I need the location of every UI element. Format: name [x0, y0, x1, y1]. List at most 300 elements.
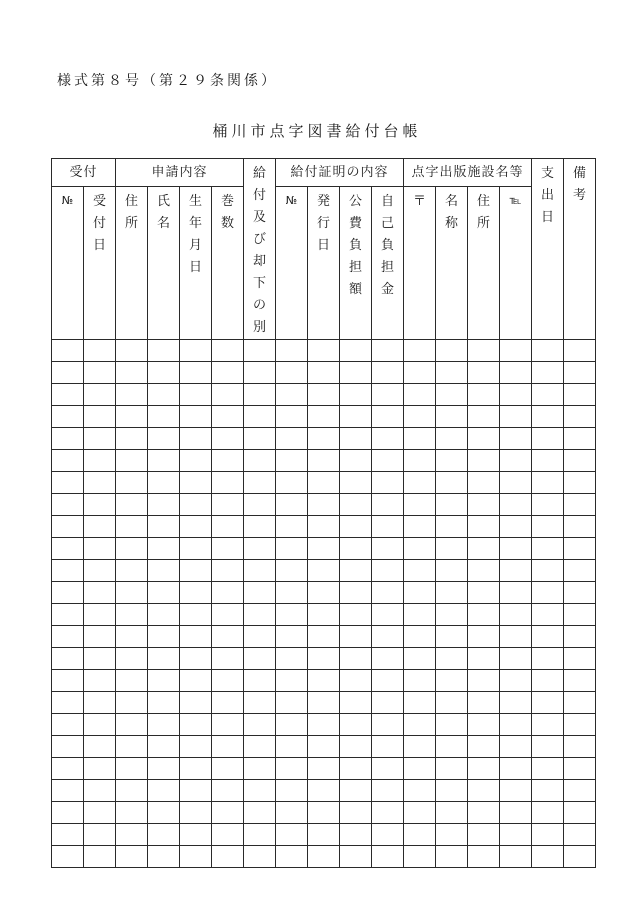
table-cell[interactable] [148, 824, 180, 846]
table-cell[interactable] [212, 824, 244, 846]
table-cell[interactable] [148, 362, 180, 384]
table-cell[interactable] [500, 714, 532, 736]
table-cell[interactable] [308, 406, 340, 428]
table-cell[interactable] [532, 736, 564, 758]
table-cell[interactable] [372, 538, 404, 560]
table-cell[interactable] [244, 802, 276, 824]
table-cell[interactable] [244, 824, 276, 846]
table-cell[interactable] [532, 758, 564, 780]
table-cell[interactable] [84, 560, 116, 582]
table-cell[interactable] [180, 516, 212, 538]
table-cell[interactable] [500, 626, 532, 648]
table-cell[interactable] [116, 406, 148, 428]
table-cell[interactable] [468, 780, 500, 802]
table-cell[interactable] [340, 648, 372, 670]
table-cell[interactable] [532, 340, 564, 362]
table-cell[interactable] [212, 538, 244, 560]
table-cell[interactable] [212, 450, 244, 472]
table-cell[interactable] [244, 538, 276, 560]
table-cell[interactable] [340, 714, 372, 736]
table-cell[interactable] [148, 802, 180, 824]
table-cell[interactable] [564, 714, 596, 736]
table-cell[interactable] [52, 560, 84, 582]
table-cell[interactable] [148, 670, 180, 692]
table-cell[interactable] [500, 780, 532, 802]
table-cell[interactable] [404, 560, 436, 582]
table-cell[interactable] [500, 824, 532, 846]
table-cell[interactable] [116, 582, 148, 604]
table-cell[interactable] [340, 494, 372, 516]
table-cell[interactable] [372, 384, 404, 406]
table-cell[interactable] [84, 428, 116, 450]
table-cell[interactable] [372, 802, 404, 824]
table-cell[interactable] [564, 384, 596, 406]
table-cell[interactable] [436, 714, 468, 736]
table-cell[interactable] [276, 714, 308, 736]
table-cell[interactable] [84, 406, 116, 428]
table-cell[interactable] [180, 824, 212, 846]
table-cell[interactable] [436, 736, 468, 758]
table-cell[interactable] [404, 824, 436, 846]
table-cell[interactable] [532, 714, 564, 736]
table-cell[interactable] [116, 802, 148, 824]
table-cell[interactable] [116, 494, 148, 516]
table-cell[interactable] [436, 670, 468, 692]
table-cell[interactable] [340, 692, 372, 714]
table-cell[interactable] [52, 670, 84, 692]
table-cell[interactable] [436, 406, 468, 428]
table-cell[interactable] [308, 582, 340, 604]
table-cell[interactable] [340, 406, 372, 428]
table-cell[interactable] [180, 780, 212, 802]
table-cell[interactable] [116, 428, 148, 450]
table-cell[interactable] [148, 340, 180, 362]
table-cell[interactable] [212, 714, 244, 736]
table-cell[interactable] [148, 604, 180, 626]
table-cell[interactable] [500, 516, 532, 538]
table-cell[interactable] [372, 824, 404, 846]
table-cell[interactable] [308, 758, 340, 780]
table-cell[interactable] [84, 494, 116, 516]
table-cell[interactable] [500, 670, 532, 692]
table-cell[interactable] [500, 538, 532, 560]
table-cell[interactable] [116, 538, 148, 560]
table-cell[interactable] [436, 560, 468, 582]
table-cell[interactable] [340, 340, 372, 362]
table-cell[interactable] [564, 626, 596, 648]
table-cell[interactable] [340, 670, 372, 692]
table-cell[interactable] [436, 626, 468, 648]
table-cell[interactable] [244, 450, 276, 472]
table-cell[interactable] [244, 472, 276, 494]
table-cell[interactable] [244, 780, 276, 802]
table-cell[interactable] [148, 846, 180, 868]
table-cell[interactable] [532, 648, 564, 670]
table-cell[interactable] [148, 758, 180, 780]
table-cell[interactable] [116, 362, 148, 384]
table-cell[interactable] [468, 560, 500, 582]
table-cell[interactable] [436, 802, 468, 824]
table-cell[interactable] [372, 714, 404, 736]
table-cell[interactable] [500, 428, 532, 450]
table-cell[interactable] [84, 538, 116, 560]
table-cell[interactable] [276, 648, 308, 670]
table-cell[interactable] [340, 428, 372, 450]
table-cell[interactable] [372, 362, 404, 384]
table-cell[interactable] [212, 428, 244, 450]
table-cell[interactable] [340, 780, 372, 802]
table-cell[interactable] [52, 340, 84, 362]
table-cell[interactable] [372, 340, 404, 362]
table-cell[interactable] [52, 736, 84, 758]
table-cell[interactable] [532, 428, 564, 450]
table-cell[interactable] [340, 538, 372, 560]
table-cell[interactable] [564, 648, 596, 670]
table-cell[interactable] [180, 472, 212, 494]
table-cell[interactable] [404, 802, 436, 824]
table-cell[interactable] [404, 758, 436, 780]
table-cell[interactable] [500, 846, 532, 868]
table-cell[interactable] [52, 384, 84, 406]
table-cell[interactable] [276, 538, 308, 560]
table-cell[interactable] [436, 582, 468, 604]
table-cell[interactable] [244, 758, 276, 780]
table-cell[interactable] [52, 780, 84, 802]
table-cell[interactable] [340, 560, 372, 582]
table-cell[interactable] [468, 846, 500, 868]
table-cell[interactable] [532, 494, 564, 516]
table-cell[interactable] [212, 758, 244, 780]
table-cell[interactable] [276, 824, 308, 846]
table-cell[interactable] [532, 780, 564, 802]
table-cell[interactable] [180, 692, 212, 714]
table-cell[interactable] [276, 736, 308, 758]
table-cell[interactable] [212, 670, 244, 692]
table-cell[interactable] [276, 428, 308, 450]
table-cell[interactable] [244, 714, 276, 736]
table-cell[interactable] [244, 670, 276, 692]
table-cell[interactable] [372, 846, 404, 868]
table-cell[interactable] [532, 824, 564, 846]
table-cell[interactable] [116, 384, 148, 406]
table-cell[interactable] [500, 494, 532, 516]
table-cell[interactable] [276, 362, 308, 384]
table-cell[interactable] [212, 736, 244, 758]
table-cell[interactable] [340, 736, 372, 758]
table-cell[interactable] [212, 516, 244, 538]
table-cell[interactable] [500, 802, 532, 824]
table-cell[interactable] [148, 648, 180, 670]
table-cell[interactable] [244, 648, 276, 670]
table-cell[interactable] [308, 802, 340, 824]
table-cell[interactable] [436, 384, 468, 406]
table-cell[interactable] [52, 802, 84, 824]
table-cell[interactable] [148, 560, 180, 582]
table-cell[interactable] [276, 626, 308, 648]
table-cell[interactable] [468, 450, 500, 472]
table-cell[interactable] [436, 428, 468, 450]
table-cell[interactable] [436, 340, 468, 362]
table-cell[interactable] [308, 692, 340, 714]
table-cell[interactable] [500, 406, 532, 428]
table-cell[interactable] [404, 736, 436, 758]
table-cell[interactable] [372, 494, 404, 516]
table-cell[interactable] [180, 582, 212, 604]
table-cell[interactable] [532, 802, 564, 824]
table-cell[interactable] [84, 340, 116, 362]
table-cell[interactable] [276, 384, 308, 406]
table-cell[interactable] [276, 472, 308, 494]
table-cell[interactable] [148, 450, 180, 472]
table-cell[interactable] [404, 582, 436, 604]
table-cell[interactable] [564, 538, 596, 560]
table-cell[interactable] [340, 824, 372, 846]
table-cell[interactable] [276, 560, 308, 582]
table-cell[interactable] [244, 384, 276, 406]
table-cell[interactable] [404, 362, 436, 384]
table-cell[interactable] [276, 406, 308, 428]
table-cell[interactable] [500, 604, 532, 626]
table-cell[interactable] [180, 494, 212, 516]
table-cell[interactable] [436, 362, 468, 384]
table-cell[interactable] [308, 560, 340, 582]
table-cell[interactable] [372, 758, 404, 780]
table-cell[interactable] [532, 604, 564, 626]
table-cell[interactable] [180, 648, 212, 670]
table-cell[interactable] [500, 472, 532, 494]
table-cell[interactable] [564, 472, 596, 494]
table-cell[interactable] [116, 846, 148, 868]
table-cell[interactable] [372, 780, 404, 802]
table-cell[interactable] [340, 846, 372, 868]
table-cell[interactable] [564, 692, 596, 714]
table-cell[interactable] [52, 758, 84, 780]
table-cell[interactable] [180, 714, 212, 736]
table-cell[interactable] [84, 692, 116, 714]
table-cell[interactable] [404, 472, 436, 494]
table-cell[interactable] [276, 780, 308, 802]
table-cell[interactable] [372, 560, 404, 582]
table-cell[interactable] [436, 692, 468, 714]
table-cell[interactable] [404, 340, 436, 362]
table-cell[interactable] [532, 516, 564, 538]
table-cell[interactable] [84, 714, 116, 736]
table-cell[interactable] [372, 472, 404, 494]
table-cell[interactable] [84, 450, 116, 472]
table-cell[interactable] [84, 758, 116, 780]
table-cell[interactable] [468, 758, 500, 780]
table-cell[interactable] [180, 758, 212, 780]
table-cell[interactable] [244, 494, 276, 516]
table-cell[interactable] [340, 472, 372, 494]
table-cell[interactable] [532, 472, 564, 494]
table-cell[interactable] [148, 494, 180, 516]
table-cell[interactable] [436, 824, 468, 846]
table-cell[interactable] [308, 362, 340, 384]
table-cell[interactable] [500, 450, 532, 472]
table-cell[interactable] [116, 340, 148, 362]
table-cell[interactable] [468, 670, 500, 692]
table-cell[interactable] [372, 450, 404, 472]
table-cell[interactable] [532, 406, 564, 428]
table-cell[interactable] [372, 736, 404, 758]
table-cell[interactable] [436, 472, 468, 494]
table-cell[interactable] [84, 472, 116, 494]
table-cell[interactable] [52, 472, 84, 494]
table-cell[interactable] [52, 692, 84, 714]
table-cell[interactable] [564, 340, 596, 362]
table-cell[interactable] [340, 362, 372, 384]
table-cell[interactable] [468, 604, 500, 626]
table-cell[interactable] [532, 362, 564, 384]
table-cell[interactable] [564, 494, 596, 516]
table-cell[interactable] [244, 406, 276, 428]
table-cell[interactable] [404, 428, 436, 450]
table-cell[interactable] [308, 472, 340, 494]
table-cell[interactable] [148, 516, 180, 538]
table-cell[interactable] [212, 626, 244, 648]
table-cell[interactable] [404, 648, 436, 670]
table-cell[interactable] [116, 560, 148, 582]
table-cell[interactable] [468, 692, 500, 714]
table-cell[interactable] [212, 582, 244, 604]
table-cell[interactable] [148, 736, 180, 758]
table-cell[interactable] [148, 406, 180, 428]
table-cell[interactable] [116, 714, 148, 736]
table-cell[interactable] [436, 648, 468, 670]
table-cell[interactable] [276, 758, 308, 780]
table-cell[interactable] [52, 494, 84, 516]
table-cell[interactable] [180, 538, 212, 560]
table-cell[interactable] [372, 604, 404, 626]
table-cell[interactable] [180, 428, 212, 450]
table-cell[interactable] [468, 428, 500, 450]
table-cell[interactable] [212, 780, 244, 802]
table-cell[interactable] [244, 736, 276, 758]
table-cell[interactable] [436, 758, 468, 780]
table-cell[interactable] [308, 846, 340, 868]
table-cell[interactable] [148, 384, 180, 406]
table-cell[interactable] [116, 736, 148, 758]
table-cell[interactable] [532, 626, 564, 648]
table-cell[interactable] [84, 626, 116, 648]
table-cell[interactable] [308, 648, 340, 670]
table-cell[interactable] [500, 560, 532, 582]
table-cell[interactable] [308, 384, 340, 406]
table-cell[interactable] [564, 604, 596, 626]
table-cell[interactable] [436, 516, 468, 538]
table-cell[interactable] [500, 582, 532, 604]
table-cell[interactable] [340, 450, 372, 472]
table-cell[interactable] [308, 714, 340, 736]
table-cell[interactable] [84, 582, 116, 604]
table-cell[interactable] [84, 824, 116, 846]
table-cell[interactable] [436, 846, 468, 868]
table-cell[interactable] [212, 560, 244, 582]
table-cell[interactable] [468, 494, 500, 516]
table-cell[interactable] [468, 472, 500, 494]
table-cell[interactable] [52, 648, 84, 670]
table-cell[interactable] [308, 736, 340, 758]
table-cell[interactable] [244, 626, 276, 648]
table-cell[interactable] [52, 450, 84, 472]
table-cell[interactable] [52, 538, 84, 560]
table-cell[interactable] [340, 516, 372, 538]
table-cell[interactable] [148, 582, 180, 604]
table-cell[interactable] [212, 604, 244, 626]
table-cell[interactable] [436, 604, 468, 626]
table-cell[interactable] [212, 846, 244, 868]
table-cell[interactable] [564, 802, 596, 824]
table-cell[interactable] [276, 582, 308, 604]
table-cell[interactable] [404, 384, 436, 406]
table-cell[interactable] [564, 582, 596, 604]
table-cell[interactable] [116, 472, 148, 494]
table-cell[interactable] [148, 714, 180, 736]
table-cell[interactable] [244, 604, 276, 626]
table-cell[interactable] [340, 802, 372, 824]
table-cell[interactable] [436, 494, 468, 516]
table-cell[interactable] [372, 582, 404, 604]
table-cell[interactable] [84, 736, 116, 758]
table-cell[interactable] [244, 428, 276, 450]
table-cell[interactable] [532, 384, 564, 406]
table-cell[interactable] [404, 780, 436, 802]
table-cell[interactable] [532, 846, 564, 868]
table-cell[interactable] [52, 406, 84, 428]
table-cell[interactable] [148, 538, 180, 560]
table-cell[interactable] [276, 846, 308, 868]
table-cell[interactable] [340, 384, 372, 406]
table-cell[interactable] [308, 428, 340, 450]
table-cell[interactable] [180, 340, 212, 362]
table-cell[interactable] [308, 626, 340, 648]
table-cell[interactable] [276, 692, 308, 714]
table-cell[interactable] [404, 450, 436, 472]
table-cell[interactable] [372, 692, 404, 714]
table-cell[interactable] [564, 406, 596, 428]
table-cell[interactable] [212, 802, 244, 824]
table-cell[interactable] [84, 362, 116, 384]
table-cell[interactable] [468, 406, 500, 428]
table-cell[interactable] [180, 604, 212, 626]
table-cell[interactable] [116, 670, 148, 692]
table-cell[interactable] [500, 648, 532, 670]
table-cell[interactable] [276, 516, 308, 538]
table-cell[interactable] [468, 824, 500, 846]
table-cell[interactable] [468, 340, 500, 362]
table-cell[interactable] [500, 758, 532, 780]
table-cell[interactable] [564, 516, 596, 538]
table-cell[interactable] [148, 626, 180, 648]
table-cell[interactable] [468, 582, 500, 604]
table-cell[interactable] [244, 846, 276, 868]
table-cell[interactable] [212, 406, 244, 428]
table-cell[interactable] [212, 472, 244, 494]
table-cell[interactable] [308, 340, 340, 362]
table-cell[interactable] [148, 472, 180, 494]
table-cell[interactable] [308, 604, 340, 626]
table-cell[interactable] [308, 824, 340, 846]
table-cell[interactable] [212, 340, 244, 362]
table-cell[interactable] [308, 516, 340, 538]
table-cell[interactable] [404, 406, 436, 428]
table-cell[interactable] [276, 670, 308, 692]
table-cell[interactable] [244, 340, 276, 362]
table-cell[interactable] [340, 758, 372, 780]
table-cell[interactable] [52, 428, 84, 450]
table-cell[interactable] [500, 692, 532, 714]
